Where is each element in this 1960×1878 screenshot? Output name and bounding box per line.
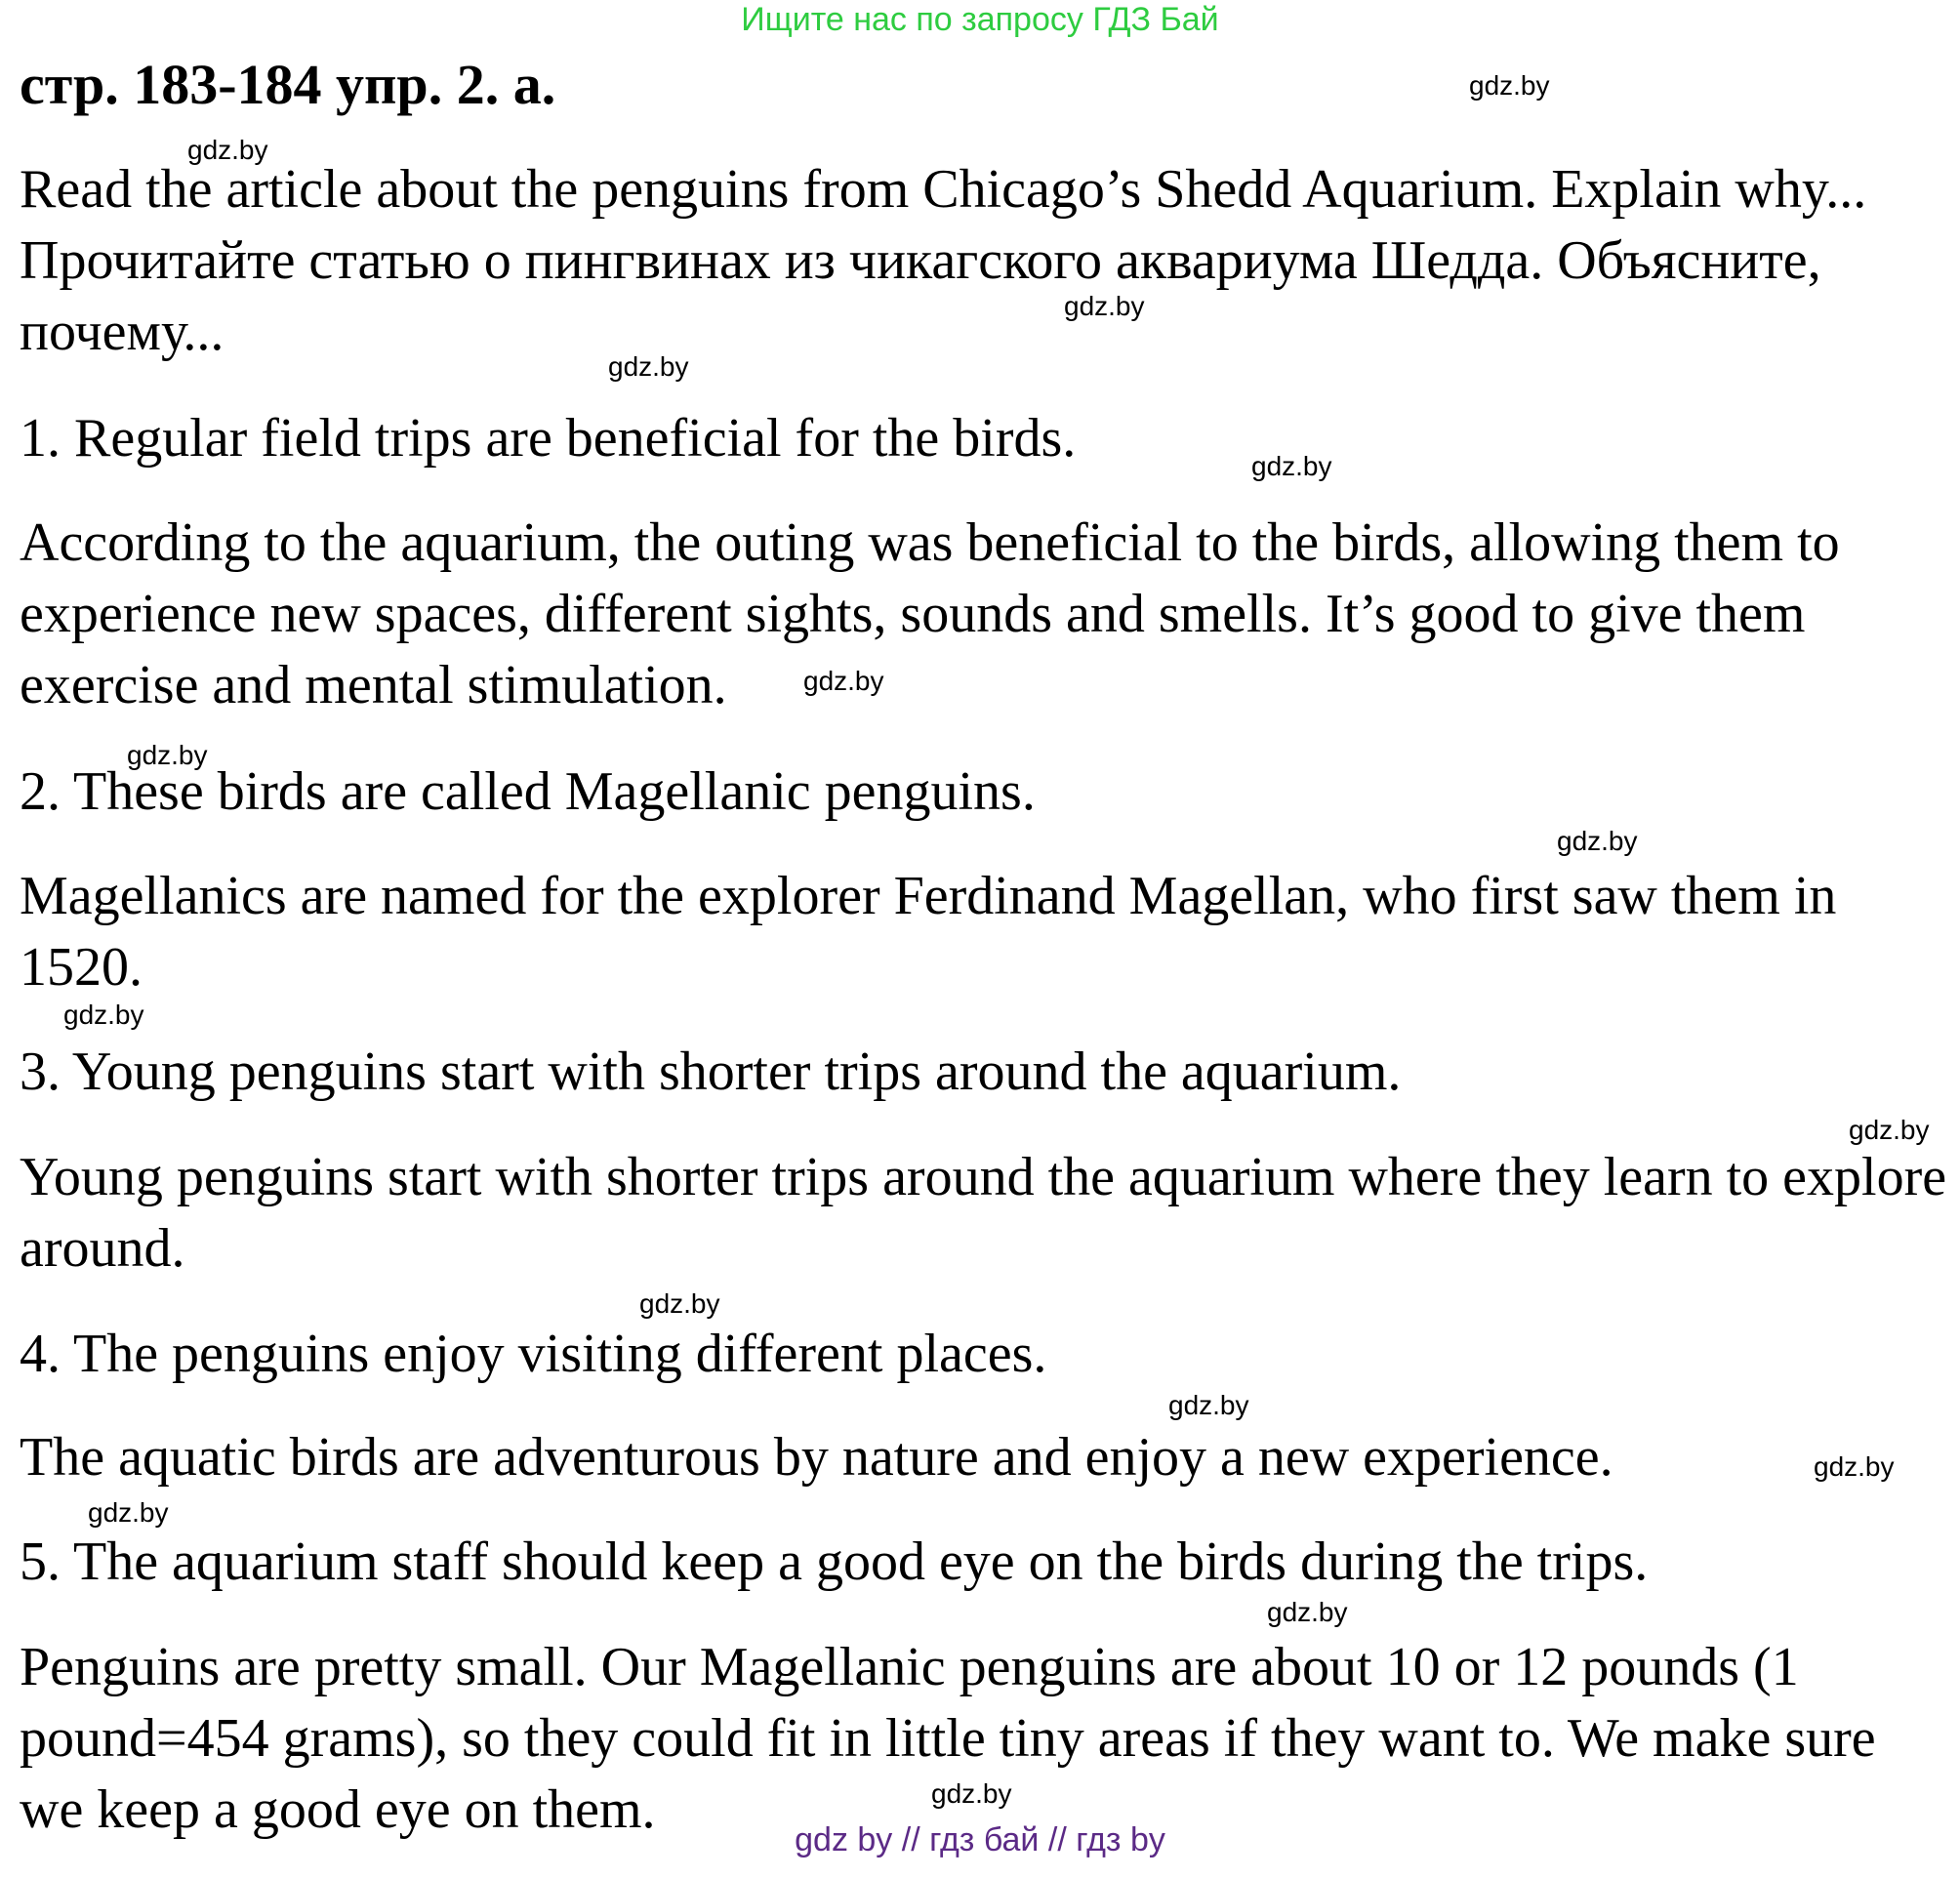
statement-4: 4. The penguins enjoy visiting different places. <box>20 1324 1047 1384</box>
header-note: Ищите нас по запросу ГДЗ Бай <box>741 1 1219 38</box>
page-title: стр. 183-184 упр. 2. а. <box>20 53 556 116</box>
watermark: gdz.by <box>1557 826 1638 856</box>
answer-3: Young penguins start with shorter trips around the aquarium where they learn to explore around. <box>20 1147 1947 1279</box>
watermark: gdz.by <box>1168 1390 1249 1420</box>
answer-4: The aquatic birds are adventurous by nature and enjoy a new experience. <box>20 1427 1613 1488</box>
task-text: Read the article about the penguins from Chicago’s Shedd Aquarium. Explain why... Прочитайте статью о пингвинах из чикагского аквариума Шедда. Объясните, почему... <box>20 159 1867 362</box>
watermark: gdz.by <box>127 740 208 770</box>
watermark: gdz.by <box>931 1778 1012 1809</box>
watermark: gdz.by <box>63 1000 144 1030</box>
watermark: gdz.by <box>639 1288 720 1319</box>
watermark: gdz.by <box>608 351 689 382</box>
watermark: gdz.by <box>1849 1115 1930 1145</box>
watermark: gdz.by <box>1251 451 1332 481</box>
watermark: gdz.by <box>1814 1451 1895 1482</box>
watermark: gdz.by <box>1267 1597 1348 1627</box>
watermark: gdz.by <box>1469 70 1550 101</box>
answer-1: According to the aquarium, the outing was beneficial to the birds, allowing them to experience new spaces, different sights, sounds and smells. It’s good to give them exercise and mental stimulation. <box>20 512 1840 715</box>
watermark: gdz.by <box>88 1497 169 1528</box>
watermark: gdz.by <box>803 666 884 696</box>
footer-links: gdz by // гдз бай // гдз by <box>795 1821 1165 1858</box>
statement-5: 5. The aquarium staff should keep a good eye on the birds during the trips. <box>20 1531 1649 1592</box>
answer-5: Penguins are pretty small. Our Magellanic penguins are about 10 or 12 pounds (1 pound=454 grams), so they could fit in little tiny areas if they want to. We make sure we keep a good eye on them. <box>20 1637 1876 1840</box>
watermark: gdz.by <box>187 135 268 165</box>
statement-2: 2. These birds are called Magellanic penguins. <box>20 761 1036 822</box>
watermark: gdz.by <box>1064 291 1145 321</box>
statement-3: 3. Young penguins start with shorter trips around the aquarium. <box>20 1041 1402 1102</box>
answer-2: Magellanics are named for the explorer Ferdinand Magellan, who first saw them in 1520. <box>20 866 1837 998</box>
statement-1: 1. Regular field trips are beneficial for the birds. <box>20 408 1077 469</box>
